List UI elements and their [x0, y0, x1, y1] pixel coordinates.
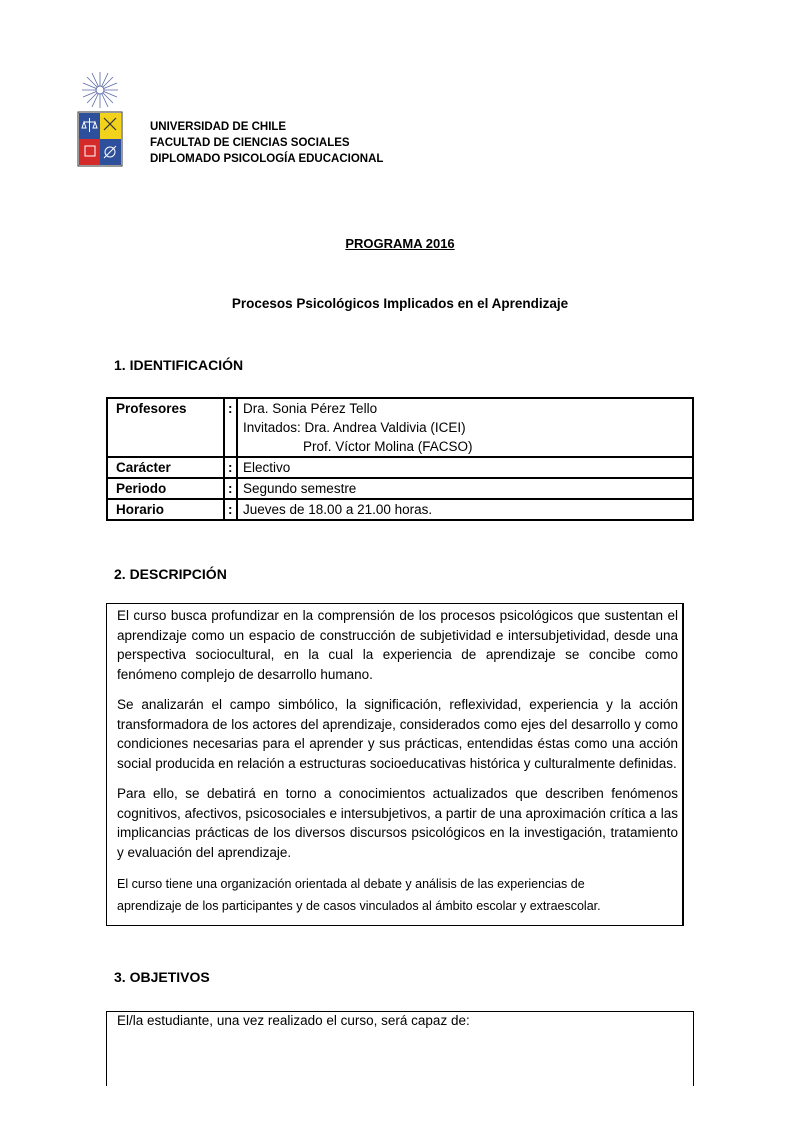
- objectives-intro: El/la estudiante, una vez realizado el curso, será capaz de:: [117, 1013, 470, 1028]
- profesor-invitado-2: Prof. Víctor Molina (FACSO): [303, 439, 473, 454]
- periodo-label: Periodo: [107, 478, 224, 499]
- description-paragraph-3: Para ello, se debatirá en torno a conocimientos actualizados que describen fenómenos cognitivos, afectivos, psicosociales e intersubjetivos, a partir de una aproximación crítica a las implicancias prácticas de los diversos discursos psicológicos en la investigación, tratamiento y evaluación del aprendizaje.: [117, 786, 678, 860]
- university-name: UNIVERSIDAD DE CHILE: [150, 121, 287, 133]
- section-heading-objetivos: 3. OBJETIVOS: [114, 969, 210, 985]
- table-row: [107, 398, 693, 457]
- profesores-label: Profesores: [107, 398, 224, 457]
- separator: :: [224, 398, 237, 457]
- table-row: [107, 478, 693, 499]
- periodo-value: Segundo semestre: [237, 478, 693, 499]
- profesor-principal: Dra. Sonia Pérez Tello: [243, 401, 378, 416]
- description-paragraph-4a: El curso tiene una organización orientada al debate y análisis de las experiencias de: [117, 877, 585, 891]
- university-logo: [76, 70, 124, 170]
- objectives-box: [106, 1011, 694, 1086]
- section-heading-descripcion: 2. DESCRIPCIÓN: [114, 566, 227, 582]
- program-name: DIPLOMADO PSICOLOGÍA EDUCACIONAL: [150, 153, 384, 165]
- institution-block: [150, 119, 383, 167]
- caracter-label: Carácter: [107, 457, 224, 478]
- separator: :: [224, 499, 237, 520]
- horario-value: Jueves de 18.00 a 21.00 horas.: [237, 499, 693, 520]
- identification-table: [106, 397, 694, 521]
- course-title: Procesos Psicológicos Implicados en el Aprendizaje: [231, 296, 569, 311]
- faculty-name: FACULTAD DE CIENCIAS SOCIALES: [150, 137, 350, 149]
- section-heading-identificacion: 1. IDENTIFICACIÓN: [114, 357, 244, 373]
- description-paragraph-4b: aprendizaje de los participantes y de casos vinculados al ámbito escolar y extraescolar.: [117, 899, 601, 913]
- horario-label: Horario: [107, 499, 224, 520]
- table-row: [107, 457, 693, 478]
- description-paragraph-1: El curso busca profundizar en la comprensión de los procesos psicológicos que sustentan el aprendizaje como un espacio de construcción de subjetividad e intersubjetividad, desde una perspectiva sociocultural, en la cual la experiencia de aprendizaje se concibe como fenómeno complejo de desarrollo humano.: [117, 608, 678, 682]
- caracter-value: Electivo: [237, 457, 693, 478]
- program-title: PROGRAMA 2016: [345, 236, 455, 251]
- profesor-invitado: Invitados: Dra. Andrea Valdivia (ICEI): [243, 420, 466, 435]
- profesores-value: [237, 398, 693, 457]
- description-paragraph-2: Se analizarán el campo simbólico, la significación, reflexividad, experiencia y la acción transformadora de los actores del aprendizaje, considerados como ejes del desarrollo y como condiciones necesarias para el aprender y sus prácticas, entendidas éstas como una acción social producida en relación a estructuras socioeducativas histórica y culturalmente definidas.: [117, 697, 678, 771]
- separator: :: [224, 457, 237, 478]
- description-box: [106, 603, 684, 926]
- table-row: [107, 499, 693, 520]
- separator: :: [224, 478, 237, 499]
